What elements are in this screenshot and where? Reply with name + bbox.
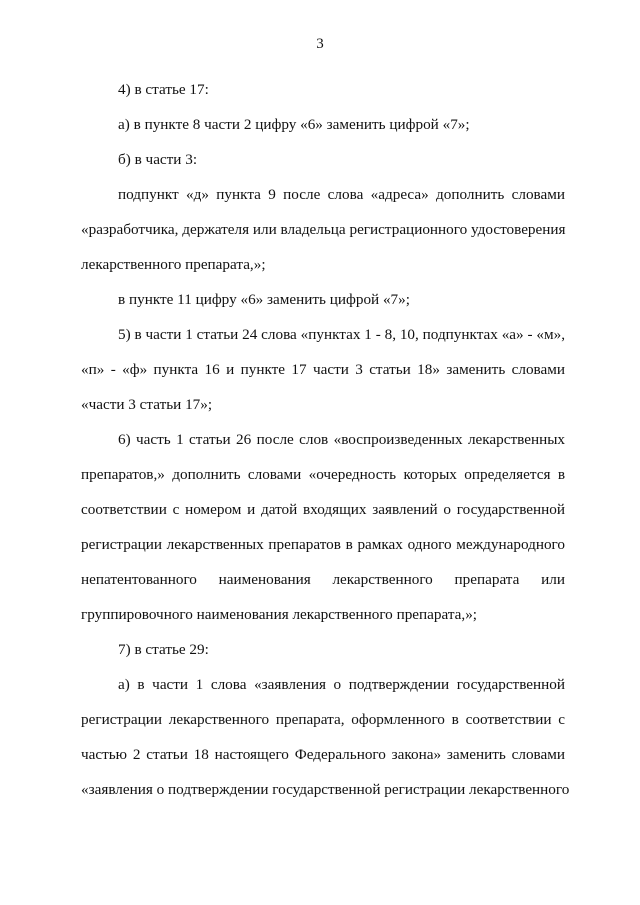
text-line: «п» - «ф» пункта 16 и пункте 17 части 3 статьи 18» заменить словами bbox=[81, 361, 565, 378]
text-line: частью 2 статьи 18 настоящего Федерального закона» заменить словами bbox=[81, 746, 565, 763]
text-line: соответствии с номером и датой входящих заявлений о государственной bbox=[81, 501, 565, 518]
text-line: а) в пункте 8 части 2 цифру «6» заменить цифрой «7»; bbox=[118, 116, 470, 133]
text-line: а) в части 1 слова «заявления о подтверждении государственной bbox=[118, 676, 565, 693]
text-line: б) в части 3: bbox=[118, 151, 198, 168]
text-line: 7) в статье 29: bbox=[118, 641, 209, 658]
text-line: непатентованного наименования лекарственного препарата или bbox=[81, 571, 565, 588]
text-line: регистрации лекарственных препаратов в рамках одного международного bbox=[81, 536, 565, 553]
text-line: препаратов,» дополнить словами «очередность которых определяется в bbox=[81, 466, 565, 483]
text-line: «части 3 статьи 17»; bbox=[81, 396, 213, 413]
text-line: «разработчика, держателя или владельца регистрационного удостоверения bbox=[81, 221, 566, 238]
page-number: 3 bbox=[316, 36, 324, 52]
text-line: 5) в части 1 статьи 24 слова «пунктах 1 - 8, 10, подпунктах «а» - «м», bbox=[118, 326, 565, 343]
text-line: 6) часть 1 статьи 26 после слов «воспроизведенных лекарственных bbox=[118, 431, 565, 448]
text-line: 4) в статье 17: bbox=[118, 81, 209, 98]
text-line: «заявления о подтверждении государственной регистрации лекарственного bbox=[81, 781, 570, 798]
text-line: подпункт «д» пункта 9 после слова «адреса» дополнить словами bbox=[118, 186, 565, 203]
text-line: в пункте 11 цифру «6» заменить цифрой «7»; bbox=[118, 291, 410, 308]
document-body bbox=[81, 80, 570, 815]
text-line: группировочного наименования лекарственного препарата,»; bbox=[81, 606, 478, 623]
text-line: регистрации лекарственного препарата, оформленного в соответствии с bbox=[81, 711, 565, 728]
text-line: лекарственного препарата,»; bbox=[81, 256, 266, 273]
